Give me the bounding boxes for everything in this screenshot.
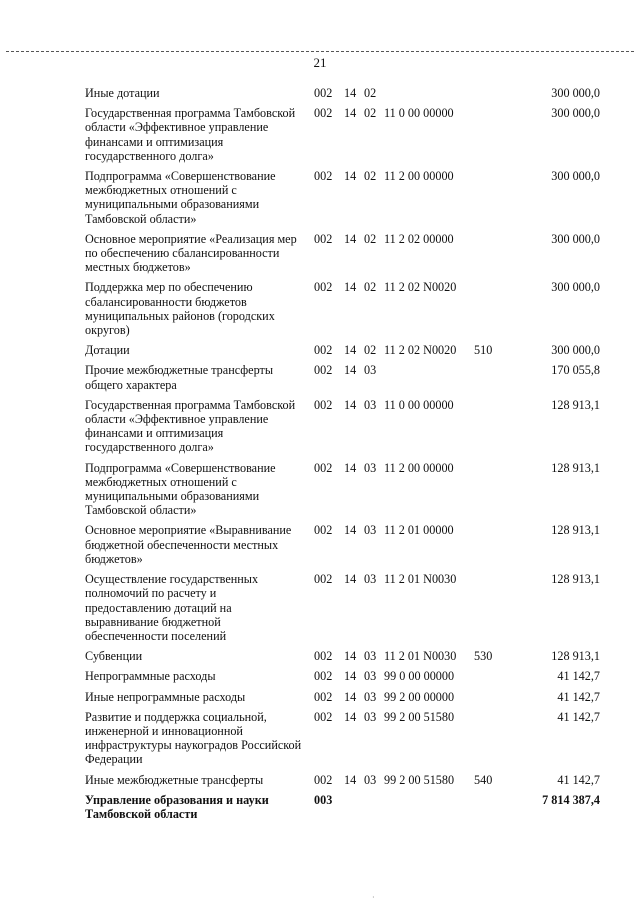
cell-vr: 530 bbox=[474, 649, 493, 664]
cell-sum: 41 142,7 bbox=[557, 709, 600, 724]
table-row bbox=[85, 461, 600, 524]
header-rule bbox=[6, 51, 634, 52]
cell-pr: 02 bbox=[364, 86, 377, 100]
cell-csr bbox=[384, 793, 474, 827]
cell-rz: 14 bbox=[344, 689, 357, 704]
cell-pr: 02 bbox=[364, 169, 377, 184]
cell-vr bbox=[474, 793, 504, 827]
cell-name: Управление образования и науки Тамбовской области bbox=[85, 792, 269, 821]
cell-rz: 14 bbox=[344, 669, 357, 684]
cell-vrs: 002 bbox=[314, 106, 333, 121]
cell-name: Основное мероприятие «Выравнивание бюджетной обеспеченности местных бюджетов» bbox=[85, 523, 292, 566]
table-row bbox=[85, 773, 600, 793]
cell-name: Прочие межбюджетные трансферты общего характера bbox=[85, 363, 274, 392]
table-row bbox=[85, 649, 600, 669]
cell-rz: 14 bbox=[344, 572, 357, 587]
table-row bbox=[85, 363, 600, 397]
cell-pr: 03 bbox=[364, 709, 377, 724]
cell-rz: 14 bbox=[344, 280, 357, 295]
table-row bbox=[85, 793, 600, 827]
cell-vrs: 002 bbox=[314, 689, 333, 704]
cell-csr: 99 2 00 51580 bbox=[384, 772, 455, 787]
table-row bbox=[85, 232, 600, 281]
table-row bbox=[85, 169, 600, 232]
cell-rz: 14 bbox=[344, 343, 357, 358]
cell-sum: 300 000,0 bbox=[551, 106, 600, 121]
cell-vr bbox=[474, 363, 504, 397]
cell-sum: 7 814 387,4 bbox=[542, 792, 600, 807]
cell-sum: 300 000,0 bbox=[551, 280, 600, 295]
scan-mark: · bbox=[372, 893, 375, 902]
cell-sum: 128 913,1 bbox=[551, 523, 600, 538]
cell-name: Государственная программа Тамбовской области «Эффективное управление финансами и оптимизация государственного долга» bbox=[85, 397, 296, 455]
cell-vr bbox=[474, 572, 504, 649]
cell-vrs: 002 bbox=[314, 709, 333, 724]
cell-rz: 14 bbox=[344, 523, 357, 538]
cell-csr: 11 2 01 N0030 bbox=[384, 649, 457, 664]
cell-pr: 02 bbox=[364, 231, 377, 246]
cell-pr: 02 bbox=[364, 280, 377, 295]
cell-csr: 11 2 02 N0020 bbox=[384, 280, 457, 295]
budget-table-body bbox=[85, 86, 600, 827]
cell-pr: 03 bbox=[364, 523, 377, 538]
cell-sum: 300 000,0 bbox=[551, 343, 600, 358]
cell-sum: 128 913,1 bbox=[551, 397, 600, 412]
cell-csr: 11 2 02 N0020 bbox=[384, 343, 457, 358]
cell-csr: 11 0 00 00000 bbox=[384, 397, 454, 412]
cell-pr: 03 bbox=[364, 397, 377, 412]
cell-rz: 14 bbox=[344, 231, 357, 246]
cell-name: Подпрограмма «Совершенствование межбюджетных отношений с муниципальными образованиями Тамбовской области» bbox=[85, 169, 276, 226]
table-row bbox=[85, 280, 600, 343]
cell-pr: 02 bbox=[364, 106, 377, 121]
cell-csr: 99 2 00 00000 bbox=[384, 689, 455, 704]
cell-sum: 128 913,1 bbox=[551, 460, 600, 475]
cell-name: Иные дотации bbox=[85, 86, 160, 100]
cell-name: Осуществление государственных полномочий по расчету и предоставлению дотаций на выравнивание бюджетной обеспеченности поселений bbox=[85, 572, 259, 643]
cell-pr: 03 bbox=[364, 669, 377, 684]
cell-name: Непрограммные расходы bbox=[85, 669, 216, 684]
cell-vrs: 002 bbox=[314, 649, 333, 664]
cell-sum: 300 000,0 bbox=[551, 231, 600, 246]
cell-rz: 14 bbox=[344, 709, 357, 724]
cell-vr bbox=[474, 169, 504, 232]
cell-rz: 14 bbox=[344, 86, 357, 100]
cell-rz bbox=[344, 793, 364, 827]
cell-vr bbox=[474, 710, 504, 773]
cell-vr bbox=[474, 280, 504, 343]
cell-sum: 41 142,7 bbox=[557, 689, 600, 704]
cell-sum: 170 055,8 bbox=[551, 363, 600, 378]
cell-vrs: 002 bbox=[314, 523, 333, 538]
cell-name: Иные непрограммные расходы bbox=[85, 689, 246, 704]
cell-name: Поддержка мер по обеспечению сбалансированности бюджетов муниципальных районов (городских округов) bbox=[85, 280, 275, 338]
cell-pr: 03 bbox=[364, 363, 377, 378]
cell-rz: 14 bbox=[344, 460, 357, 475]
table-row bbox=[85, 690, 600, 710]
cell-pr: 03 bbox=[364, 649, 377, 664]
cell-vrs: 002 bbox=[314, 397, 333, 412]
cell-pr bbox=[364, 793, 384, 827]
table-row bbox=[85, 669, 600, 689]
cell-name: Государственная программа Тамбовской области «Эффективное управление финансами и оптимизация государственного долга» bbox=[85, 106, 296, 163]
table-row bbox=[85, 343, 600, 363]
cell-rz: 14 bbox=[344, 169, 357, 184]
cell-vrs: 002 bbox=[314, 86, 333, 100]
cell-name: Развитие и поддержка социальной, инженерной и инновационной инфраструктуры наукоградов Российской Федерации bbox=[85, 709, 302, 767]
cell-vrs: 003 bbox=[314, 792, 333, 807]
cell-vrs: 002 bbox=[314, 363, 333, 378]
cell-name: Субвенции bbox=[85, 649, 143, 664]
cell-vr bbox=[474, 398, 504, 461]
cell-csr: 11 2 02 00000 bbox=[384, 231, 454, 246]
cell-rz: 14 bbox=[344, 397, 357, 412]
table-row bbox=[85, 710, 600, 773]
cell-sum: 41 142,7 bbox=[557, 669, 600, 684]
page-number: 21 bbox=[313, 55, 327, 70]
table-row bbox=[85, 106, 600, 169]
cell-rz: 14 bbox=[344, 363, 357, 378]
cell-vr bbox=[474, 86, 504, 106]
cell-csr: 11 2 01 00000 bbox=[384, 523, 454, 538]
cell-rz: 14 bbox=[344, 649, 357, 664]
cell-vrs: 002 bbox=[314, 460, 333, 475]
cell-vr bbox=[474, 232, 504, 281]
cell-pr: 03 bbox=[364, 460, 377, 475]
cell-pr: 03 bbox=[364, 689, 377, 704]
cell-name: Подпрограмма «Совершенствование межбюджетных отношений с муниципальными образованиями Тамбовской области» bbox=[85, 460, 276, 518]
cell-vrs: 002 bbox=[314, 343, 333, 358]
cell-csr: 99 2 00 51580 bbox=[384, 709, 455, 724]
cell-rz: 14 bbox=[344, 772, 357, 787]
cell-pr: 03 bbox=[364, 572, 377, 587]
cell-csr: 11 2 00 00000 bbox=[384, 169, 454, 184]
cell-vr bbox=[474, 690, 504, 710]
cell-vrs: 002 bbox=[314, 169, 333, 184]
table-row bbox=[85, 523, 600, 572]
cell-vrs: 002 bbox=[314, 669, 333, 684]
table-row bbox=[85, 398, 600, 461]
cell-vr: 510 bbox=[474, 343, 493, 358]
cell-csr: 11 2 01 N0030 bbox=[384, 572, 457, 587]
cell-sum: 300 000,0 bbox=[551, 169, 600, 184]
table-row bbox=[85, 86, 600, 106]
cell-csr: 11 2 00 00000 bbox=[384, 460, 454, 475]
cell-csr bbox=[384, 86, 474, 106]
cell-vr bbox=[474, 106, 504, 169]
cell-vrs: 002 bbox=[314, 231, 333, 246]
cell-rz: 14 bbox=[344, 106, 357, 121]
cell-vrs: 002 bbox=[314, 572, 333, 587]
cell-sum: 128 913,1 bbox=[551, 649, 600, 664]
cell-vr bbox=[474, 523, 504, 572]
budget-table bbox=[85, 86, 600, 827]
cell-vrs: 002 bbox=[314, 772, 333, 787]
cell-sum: 300 000,0 bbox=[551, 86, 600, 100]
cell-csr bbox=[384, 363, 474, 397]
cell-pr: 02 bbox=[364, 343, 377, 358]
cell-name: Основное мероприятие «Реализация мер по обеспечению сбалансированности местных бюджетов» bbox=[85, 231, 297, 275]
cell-csr: 11 0 00 00000 bbox=[384, 106, 454, 121]
cell-name: Иные межбюджетные трансферты bbox=[85, 772, 264, 787]
cell-vr bbox=[474, 461, 504, 524]
cell-pr: 03 bbox=[364, 772, 377, 787]
cell-sum: 128 913,1 bbox=[551, 572, 600, 587]
table-row bbox=[85, 572, 600, 649]
cell-vr: 540 bbox=[474, 772, 493, 787]
cell-name: Дотации bbox=[85, 343, 130, 358]
cell-csr: 99 0 00 00000 bbox=[384, 669, 455, 684]
cell-vrs: 002 bbox=[314, 280, 333, 295]
cell-sum: 41 142,7 bbox=[557, 772, 600, 787]
cell-vr bbox=[474, 669, 504, 689]
